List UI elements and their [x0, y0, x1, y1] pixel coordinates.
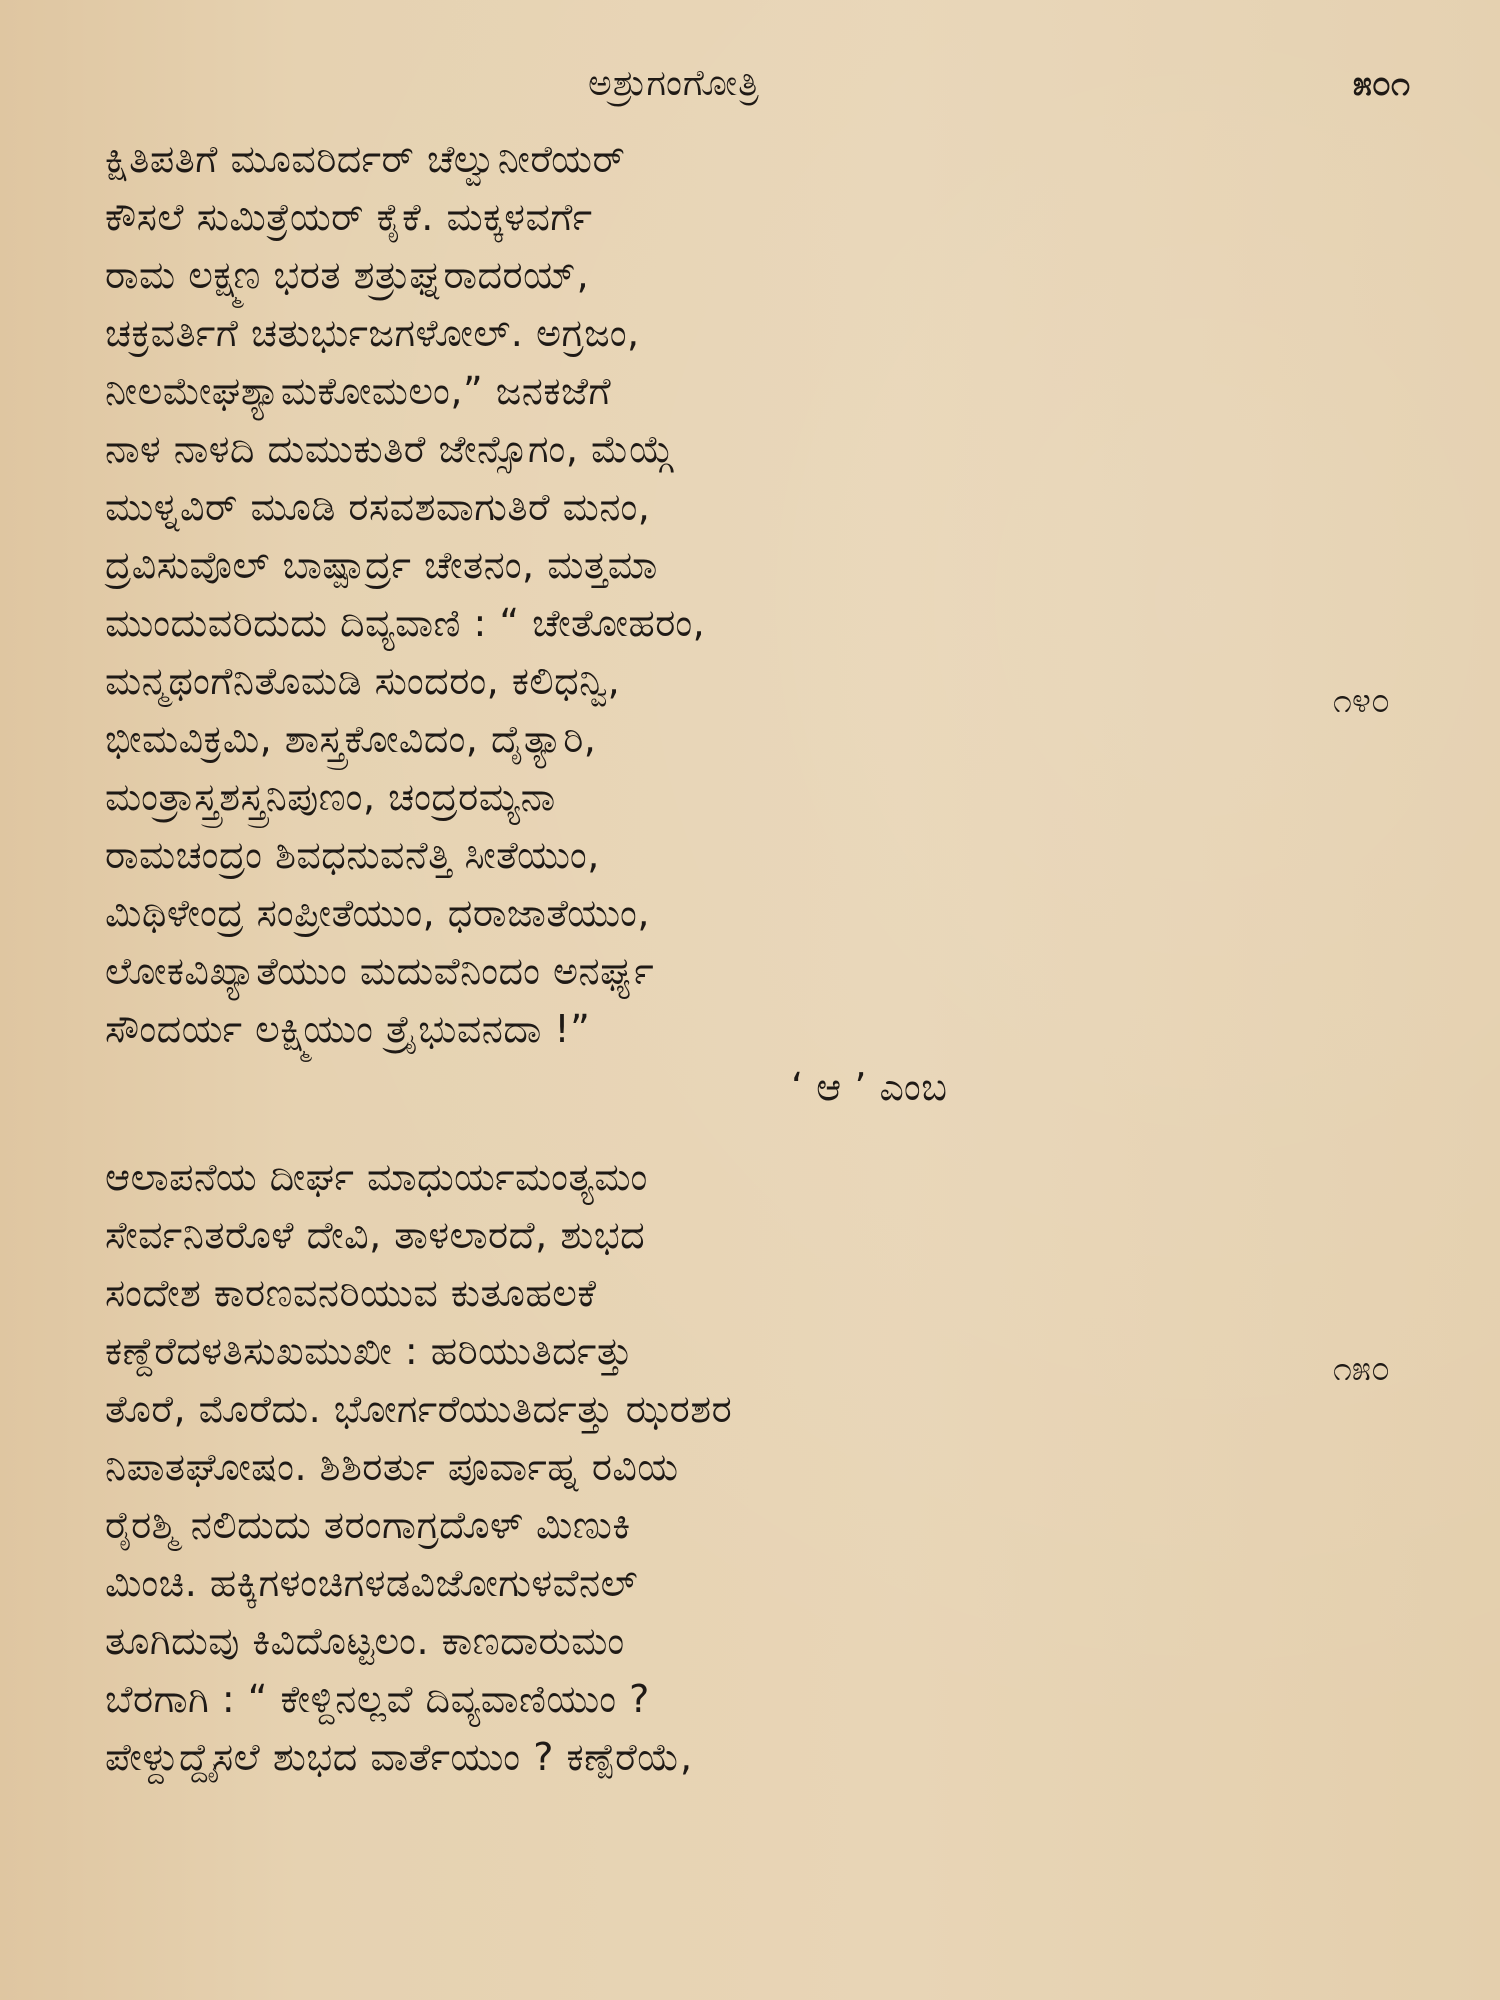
verse-line: ರೈರಶ್ಮಿ ನಲಿದುದು ತರಂಗಾಗ್ರದೊಳ್ ಮಿಣುಕಿ: [105, 1503, 631, 1547]
verse-line: ಆಲಾಪನೆಯ ದೀರ್ಘ ಮಾಧುರ್ಯಮಂತ್ಯಮಂ: [105, 1155, 648, 1199]
page-header: [0, 58, 1500, 110]
indented-verse-line: ‘ ಆ ’ ಎಂಬ: [791, 1065, 948, 1109]
verse-line: ರಾಮ ಲಕ್ಷ್ಮಣ ಭರತ ಶತ್ರುಘ್ನರಾದರಯ್,: [105, 253, 590, 297]
verse-line: ನೀಲಮೇಘಶ್ಯಾಮಕೋಮಲಂ,” ಜನಕಜೆಗೆ: [105, 369, 612, 413]
verse-line: ಕೌಸಲೆ ಸುಮಿತ್ರೆಯರ್ ಕೈಕೆ. ಮಕ್ಕಳವರ್ಗೆ: [105, 195, 593, 239]
line-number-marker: ೧೪೦: [1332, 681, 1390, 721]
verse-line: ಸಂದೇಶ ಕಾರಣವನರಿಯುವ ಕುತೂಹಲಕೆ: [105, 1271, 597, 1315]
verse-line: ಮಂತ್ರಾಸ್ತ್ರಶಸ್ತ್ರನಿಪುಣಂ, ಚಂದ್ರರಮ್ಯನಾ: [105, 775, 556, 819]
verse-line: ನಾಳ ನಾಳದಿ ದುಮುಕುತಿರೆ ಜೇನ್ಸೊಗಂ, ಮೆಯ್ಗೆ: [105, 427, 675, 471]
verse-line: ಮನ್ಮಥಂಗೆನಿತೊಮಡಿ ಸುಂದರಂ, ಕಲಿಧನ್ವಿ,: [105, 659, 621, 703]
verse-line: ತೂಗಿದುವು ಕಿವಿದೊಟ್ಟಲಂ. ಕಾಣದಾರುಮಂ: [105, 1619, 625, 1663]
verse-line: ರಾಮಚಂದ್ರಂ ಶಿವಧನುವನೆತ್ತಿ ಸೀತೆಯುಂ,: [105, 833, 600, 877]
running-title: ಅಶ್ರುಗಂಗೋತ್ರಿ: [588, 63, 760, 104]
verse-line: ಮುಂದುವರಿದುದು ದಿವ್ಯವಾಣಿ : “ ಚೇತೋಹರಂ,: [105, 601, 706, 645]
line-number-marker: ೧೫೦: [1332, 1349, 1390, 1389]
verse-line: ಮುಳ್ನವಿರ್ ಮೂಡಿ ರಸವಶವಾಗುತಿರೆ ಮನಂ,: [105, 485, 651, 529]
verse-line: ಸೇರ್ವನಿತರೊಳೆ ದೇವಿ, ತಾಳಲಾರದೆ, ಶುಭದ: [105, 1213, 646, 1257]
stanza-gap: [105, 1116, 1105, 1148]
verse-line: ಕಣ್ದೆರೆದಳತಿಸುಖಮುಖೀ : ಹರಿಯುತಿರ್ದತ್ತು: [105, 1329, 633, 1373]
verse-line: ನಿಪಾತಘೋಷಂ. ಶಿಶಿರರ್ತು ಪೂರ್ವಾಹ್ನ ರವಿಯ: [105, 1445, 679, 1489]
verse-line: ದ್ರವಿಸುವೊಲ್ ಬಾಷ್ಪಾರ್ದ್ರ ಚೇತನಂ, ಮತ್ತಮಾ: [105, 543, 658, 587]
verse-line: ಕ್ಷಿತಿಪತಿಗೆ ಮೂವರಿರ್ದರ್ ಚೆಲ್ವುನೀರೆಯರ್: [105, 137, 626, 181]
poem-body: [105, 130, 1105, 1786]
verse-line: ಲೋಕವಿಖ್ಯಾತೆಯುಂ ಮದುವೆನಿಂದಂ ಅನರ್ಘ್ಯ: [105, 949, 655, 993]
page-number: ೫೦೧: [1352, 64, 1410, 104]
verse-line: ಸೌಂದರ್ಯ ಲಕ್ಷ್ಮಿಯುಂ ತ್ರೈಭುವನದಾ !”: [105, 1007, 591, 1051]
verse-line: ಚಕ್ರವರ್ತಿಗೆ ಚತುರ್ಭುಜಗಳೋಲ್. ಅಗ್ರಜಂ,: [105, 311, 640, 355]
verse-line: ತೊರೆ, ಮೊರೆದು. ಭೋರ್ಗರೆಯುತಿರ್ದತ್ತು ಝರಶರ: [105, 1387, 733, 1431]
verse-line: ಪೇಳ್ದುದ್ದೈಸಲೆ ಶುಭದ ವಾರ್ತೆಯುಂ ? ಕಣ್ಪೆರೆಯೆ,: [105, 1735, 693, 1779]
verse-line: ಮಿಂಚಿ. ಹಕ್ಕಿಗಳಂಚಿಗಳಡವಿಜೋಗುಳವೆನಲ್: [105, 1561, 639, 1605]
verse-line: ಭೀಮವಿಕ್ರಮಿ, ಶಾಸ್ತ್ರಕೋವಿದಂ, ದೈತ್ಯಾರಿ,: [105, 717, 597, 761]
verse-line: ಬೆರಗಾಗಿ : “ ಕೇಳ್ದಿನಲ್ಲವೆ ದಿವ್ಯವಾಣಿಯುಂ ?: [105, 1677, 650, 1721]
verse-line: ಮಿಥಿಳೇಂದ್ರ ಸಂಪ್ರೀತೆಯುಂ, ಧರಾಜಾತೆಯುಂ,: [105, 891, 650, 935]
